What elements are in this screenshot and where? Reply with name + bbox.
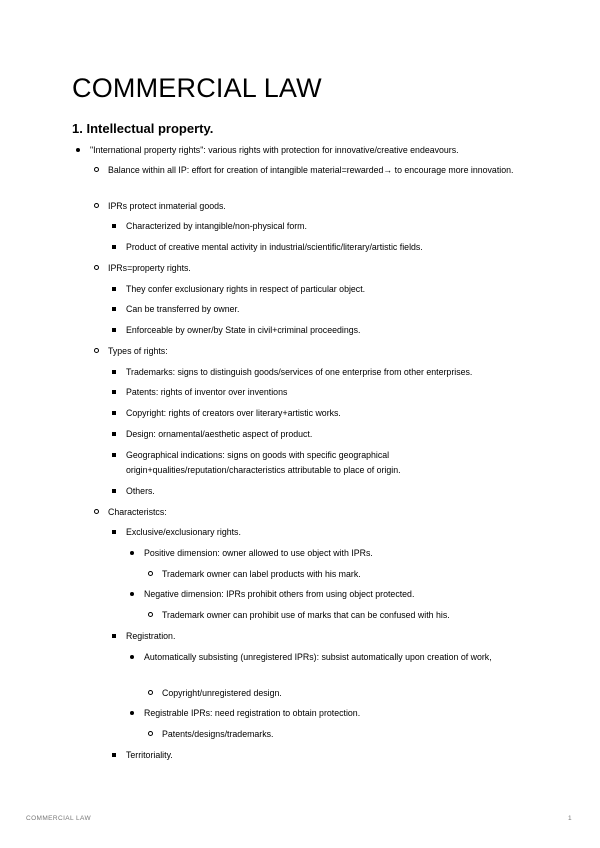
list-item (108, 344, 168, 359)
list-item-text: Copyright/unregistered design. (162, 688, 282, 698)
list-item (162, 608, 450, 623)
list-item-text: Copyright: rights of creators over literary+artistic works. (126, 408, 341, 418)
list-item (126, 365, 472, 380)
list-item (126, 240, 423, 255)
list-item (162, 686, 282, 701)
bullet-disc-icon (127, 546, 137, 561)
bullet-square-icon (109, 427, 119, 442)
list-item-text: Trademarks: signs to distinguish goods/services of one enterprise from other enterprises. (126, 367, 473, 377)
list-item-text: Automatically subsisting (unregistered IPRs): subsist automatically upon creation of work, (144, 652, 492, 662)
list-item-text: Enforceable by owner/by State in civil+criminal proceedings. (126, 325, 361, 335)
bullet-square-icon (109, 219, 119, 234)
list-item (126, 219, 307, 234)
list-item (126, 427, 312, 442)
list-item-text: Characterized by intangible/non-physical form. (126, 221, 307, 231)
list-item (108, 505, 167, 520)
list-item-text: IPRs=property rights. (108, 263, 191, 273)
bullet-circle-icon (91, 505, 101, 520)
bullet-circle-icon (91, 344, 101, 359)
bullet-square-icon (109, 406, 119, 421)
bullet-circle-icon (91, 199, 101, 214)
list-item-text: Balance within all IP: effort for creation of intangible material=rewarded→ to encourage more innovation. (108, 165, 514, 175)
bullet-square-icon (109, 323, 119, 338)
list-item (144, 650, 524, 665)
bullet-circle-icon (91, 261, 101, 276)
list-item-text: Patents: rights of inventor over inventions (126, 387, 288, 397)
list-item (144, 706, 360, 721)
bullet-square-icon (109, 448, 119, 463)
list-item (144, 546, 373, 561)
list-item-text: Registration. (126, 631, 176, 641)
list-item (162, 727, 273, 742)
list-item (144, 587, 414, 602)
list-item-text: Types of rights: (108, 346, 168, 356)
list-item-text: Trademark owner can prohibit use of marks that can be confused with his. (162, 610, 450, 620)
list-item (108, 261, 191, 276)
bullet-circle-icon (145, 567, 155, 582)
bullet-square-icon (109, 365, 119, 380)
list-item-text: Exclusive/exclusionary rights. (126, 527, 241, 537)
bullet-disc-icon (127, 650, 137, 665)
page-title: COMMERCIAL LAW (72, 73, 322, 103)
list-item (126, 448, 456, 478)
list-item-text: Can be transferred by owner. (126, 304, 240, 314)
list-item-text: Others. (126, 486, 155, 496)
list-item (108, 163, 528, 178)
list-item (126, 302, 239, 317)
list-item (108, 199, 226, 214)
list-item-text: Negative dimension: IPRs prohibit others from using object protected. (144, 589, 415, 599)
list-item-text: Registrable IPRs: need registration to obtain protection. (144, 708, 361, 718)
list-item (126, 385, 287, 400)
list-item-text: "International property rights": various rights with protection for innovative/creative endeavours. (90, 145, 459, 155)
list-item (126, 484, 155, 499)
bullet-square-icon (109, 282, 119, 297)
bullet-circle-icon (91, 163, 101, 178)
list-item-text: IPRs protect inmaterial goods. (108, 201, 226, 211)
list-item-text: Product of creative mental activity in industrial/scientific/literary/artistic fields. (126, 242, 423, 252)
footer-title: COMMERCIAL LAW (26, 815, 92, 822)
bullet-square-icon (109, 748, 119, 763)
page-number: 1 (567, 815, 572, 822)
bullet-disc-icon (127, 587, 137, 602)
bullet-square-icon (109, 484, 119, 499)
list-item (126, 406, 341, 421)
list-item-text: They confer exclusionary rights in respect of particular object. (126, 284, 366, 294)
bullet-square-icon (109, 302, 119, 317)
bullet-disc-icon (73, 143, 83, 158)
list-item (162, 567, 361, 582)
list-item (126, 525, 241, 540)
list-item (90, 143, 459, 158)
list-item-text: Characteristcs: (108, 507, 167, 517)
bullet-square-icon (109, 629, 119, 644)
bullet-square-icon (109, 240, 119, 255)
bullet-disc-icon (127, 706, 137, 721)
list-item-text: Positive dimension: owner allowed to use object with IPRs. (144, 548, 373, 558)
list-item (126, 748, 173, 763)
list-item-text: Trademark owner can label products with his mark. (162, 569, 361, 579)
bullet-circle-icon (145, 727, 155, 742)
list-item-text: Territoriality. (126, 750, 173, 760)
list-item (126, 629, 175, 644)
bullet-circle-icon (145, 686, 155, 701)
section-heading: 1. Intellectual property. (72, 121, 214, 136)
list-item (126, 323, 360, 338)
list-item-text: Design: ornamental/aesthetic aspect of product. (126, 429, 313, 439)
list-item-text: Geographical indications: signs on goods with specific geographical origin+qualities/reputation/characteristics attributable to place of origin. (126, 450, 401, 475)
list-item (126, 282, 365, 297)
list-item-text: Patents/designs/trademarks. (162, 729, 274, 739)
bullet-square-icon (109, 385, 119, 400)
bullet-square-icon (109, 525, 119, 540)
bullet-circle-icon (145, 608, 155, 623)
